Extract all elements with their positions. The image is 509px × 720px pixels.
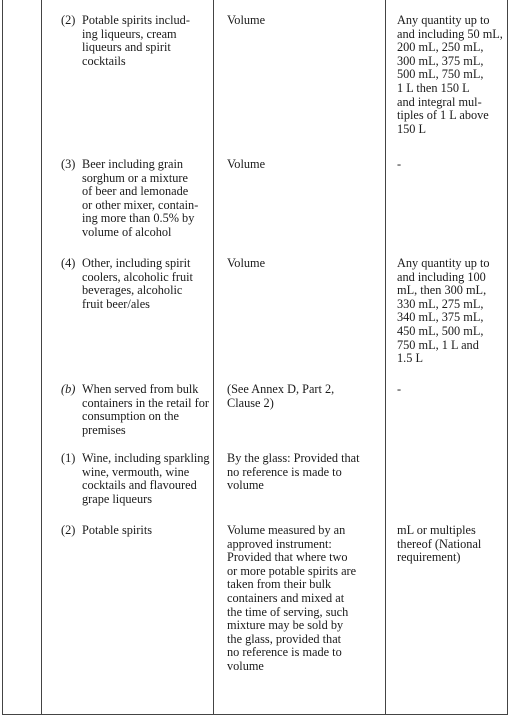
item-description: When served from bulk containers in the retail for consumption on the premises	[82, 382, 210, 437]
item-number: (b)	[61, 382, 76, 396]
table-bottom-border	[2, 714, 508, 715]
unit-of-measure: Volume	[227, 157, 266, 171]
unit-of-measure: Volume	[227, 256, 266, 270]
column-divider-2	[213, 0, 214, 715]
item-description: Wine, including sparkling wine, vermouth, wine cocktails and flavoured grape liqueurs	[82, 451, 210, 506]
item-number: (4)	[61, 256, 76, 270]
unit-of-measure: Volume measured by an approved instrument: Provided that where two or more potable spirits are taken from their bulk containers and mixed at the time of serving, such mixture may be sold by the glass, provided that no reference is made to volume	[227, 523, 357, 673]
table-left-border	[2, 0, 3, 715]
item-number: (2)	[61, 523, 76, 537]
item-description: Other, including spirit coolers, alcoholic fruit beverages, alcoholic fruit beer/ales	[82, 256, 193, 311]
unit-of-measure: (See Annex D, Part 2, Clause 2)	[227, 382, 335, 410]
prescribed-quantity: -	[397, 157, 402, 171]
item-description: Potable spirits includ- ing liqueurs, cream liqueurs and spirit cocktails	[82, 13, 190, 68]
item-number: (1)	[61, 451, 76, 465]
item-description: Beer including grain sorghum or a mixture of beer and lemonade or other mixer, contain- ing more than 0.5% by volume of alcohol	[82, 157, 199, 239]
unit-of-measure: By the glass: Provided that no reference is made to volume	[227, 451, 360, 493]
prescribed-quantity: mL or multiples thereof (National requirement)	[397, 523, 482, 565]
item-number: (3)	[61, 157, 76, 171]
prescribed-quantity: Any quantity up to and including 100 mL, then 300 mL, 330 mL, 275 mL, 340 mL, 375 mL, 450 mL, 500 mL, 750 mL, 1 L and 1.5 L	[397, 256, 490, 366]
unit-of-measure: Volume	[227, 13, 266, 27]
item-number: (2)	[61, 13, 76, 27]
prescribed-quantity: Any quantity up to and including 50 mL, 200 mL, 250 mL, 300 mL, 375 mL, 500 mL, 750 mL, 1 L then 150 L and integral mul- tiples of 1 L above 150 L	[397, 13, 503, 136]
item-description: Potable spirits	[82, 523, 153, 537]
prescribed-quantity: -	[397, 382, 402, 396]
column-divider-1	[41, 0, 42, 715]
